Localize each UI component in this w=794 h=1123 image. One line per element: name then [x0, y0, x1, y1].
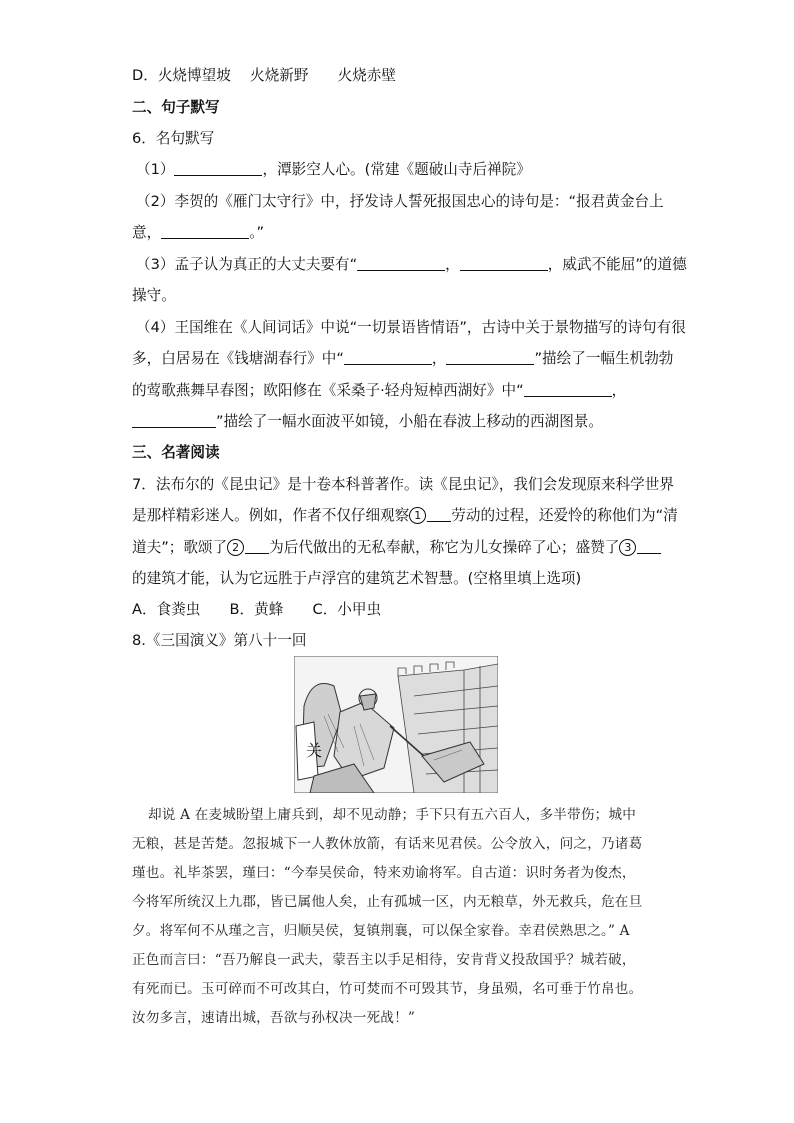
q6-item4-sep: ，	[431, 350, 447, 367]
answer-blank[interactable]	[427, 507, 451, 522]
q6-item4-line3	[132, 381, 626, 401]
excerpt-line: 正色而言曰：“吾乃解良一武夫，蒙吾主以手足相待，安肯背义投敌国乎？城若破，	[132, 952, 636, 968]
answer-blank[interactable]	[460, 256, 548, 271]
q6-item4-line2	[132, 349, 673, 369]
answer-blank[interactable]	[245, 539, 269, 554]
circled-mark-1: 1	[409, 507, 426, 524]
q5-option-d: D．火烧博望坡 火烧新野 火烧赤壁	[132, 67, 396, 84]
excerpt-line: 汝勿多言，速请出城，吾欲与孙权决一死战！”	[132, 1010, 416, 1026]
q6-title: 6．名句默写	[132, 130, 215, 147]
q7-line2-text: 是那样精彩迷人。例如，作者不仅仔细观察	[132, 507, 410, 524]
excerpt-line: 却说 A 在麦城盼望上庸兵到，却不见动静；手下只有五六百人，多半带伤；城中	[148, 807, 637, 823]
excerpt-line: 今将军所统汉上九郡，皆已属他人矣，止有孤城一区，内无粮草，外无救兵，危在旦	[132, 894, 643, 910]
q6-item3-sep: ，	[445, 256, 460, 273]
q6-item1-prefix: （1）	[136, 161, 175, 178]
q6-item4-line3-text: 的莺歌燕舞早春图；欧阳修在《采桑子·轻舟短棹西湖好》中“	[132, 382, 524, 399]
q6-item4-prefix: 多，白居易在《钱塘湖春行》中“	[132, 350, 344, 367]
q6-item4-line4	[132, 412, 603, 432]
excerpt-line: 有死而已。玉可碎而不可改其白，竹可焚而不可毁其节，身虽殒，名可垂于竹帛也。	[132, 981, 643, 997]
circled-mark-2: 2	[227, 539, 244, 556]
q7-line4: 的建筑才能，认为它远胜于卢浮宫的建筑艺术智慧。(空格里填上选项)	[132, 570, 582, 587]
guan-yu-illustration	[294, 656, 498, 793]
answer-blank[interactable]	[161, 224, 249, 239]
q6-item3-line2: 操守。	[132, 287, 176, 304]
q6-item2-suffix: 。”	[249, 224, 265, 241]
q6-item1-suffix: ，潭影空人心。(常建《题破山寺后禅院》	[262, 161, 531, 178]
excerpt-line: 夕。将军何不从瑾之言，归顺吴侯，复镇荆襄，可以保全家眷。幸君侯熟思之。” A	[132, 923, 630, 939]
excerpt-line: 瑾也。礼毕茶罢，瑾曰：“今奉吴侯命，特来劝谕将军。自古道：识时务者为俊杰，	[132, 865, 636, 881]
section2-heading: 二、句子默写	[132, 99, 220, 116]
q7-options: A．食粪虫 B．黄蜂 C．小甲虫	[132, 601, 382, 618]
answer-blank[interactable]	[637, 539, 661, 554]
q6-item2-line1: （2）李贺的《雁门太守行》中，抒发诗人誓死报国忠心的诗句是：“报君黄金台上	[136, 193, 664, 210]
answer-blank[interactable]	[357, 256, 445, 271]
answer-blank[interactable]	[344, 350, 432, 365]
q6-item2-prefix: 意，	[132, 224, 162, 241]
q6-item3-suffix: ，威武不能屈”的道德	[547, 256, 687, 273]
q6-item4-line1: （4）王国维在《人间词话》中说“一切景语皆情语”，古诗中关于景物描写的诗句有很	[136, 319, 686, 336]
q6-item2-line2	[132, 223, 264, 243]
answer-blank[interactable]	[132, 413, 216, 428]
excerpt-line: 无粮，甚是苦楚。忽报城下一人教休放箭，有话来见君侯。公令放入，问之，乃诸葛	[132, 836, 643, 852]
answer-blank[interactable]	[524, 382, 612, 397]
q6-item4-line4-text: ”描绘了一幅水面波平如镜，小船在春波上移动的西湖图景。	[216, 413, 604, 430]
q6-item4-suffix: ”描绘了一幅生机勃勃	[534, 350, 674, 367]
q7-line3-mid: 为后代做出的无私奉献，称它为儿女操碎了心；盛赞了	[269, 539, 620, 556]
section3-heading: 三、名著阅读	[132, 444, 220, 461]
q6-item3-prefix: （3）孟子认为真正的大丈夫要有“	[136, 256, 358, 273]
q7-line3-text: 道夫”；歌颂了	[132, 539, 228, 556]
q6-item1	[136, 160, 531, 180]
answer-blank[interactable]	[446, 350, 534, 365]
q8-title: 8.《三国演义》第八十一回	[132, 632, 307, 649]
q6-item4-line3-suffix: ，	[611, 382, 627, 399]
q6-item3-line1	[136, 255, 687, 275]
circled-mark-3: 3	[619, 539, 636, 556]
q7-line3	[132, 538, 661, 558]
q7-line2-mid: 劳动的过程，还爱怜的称他们为“清	[451, 507, 678, 524]
banner-character: 关	[306, 741, 323, 760]
answer-blank[interactable]	[174, 161, 262, 176]
q7-line2	[132, 506, 678, 526]
q7-line1: 7．法布尔的《昆虫记》是十卷本科普著作。读《昆虫记》，我们会发现原来科学世界	[132, 476, 674, 493]
